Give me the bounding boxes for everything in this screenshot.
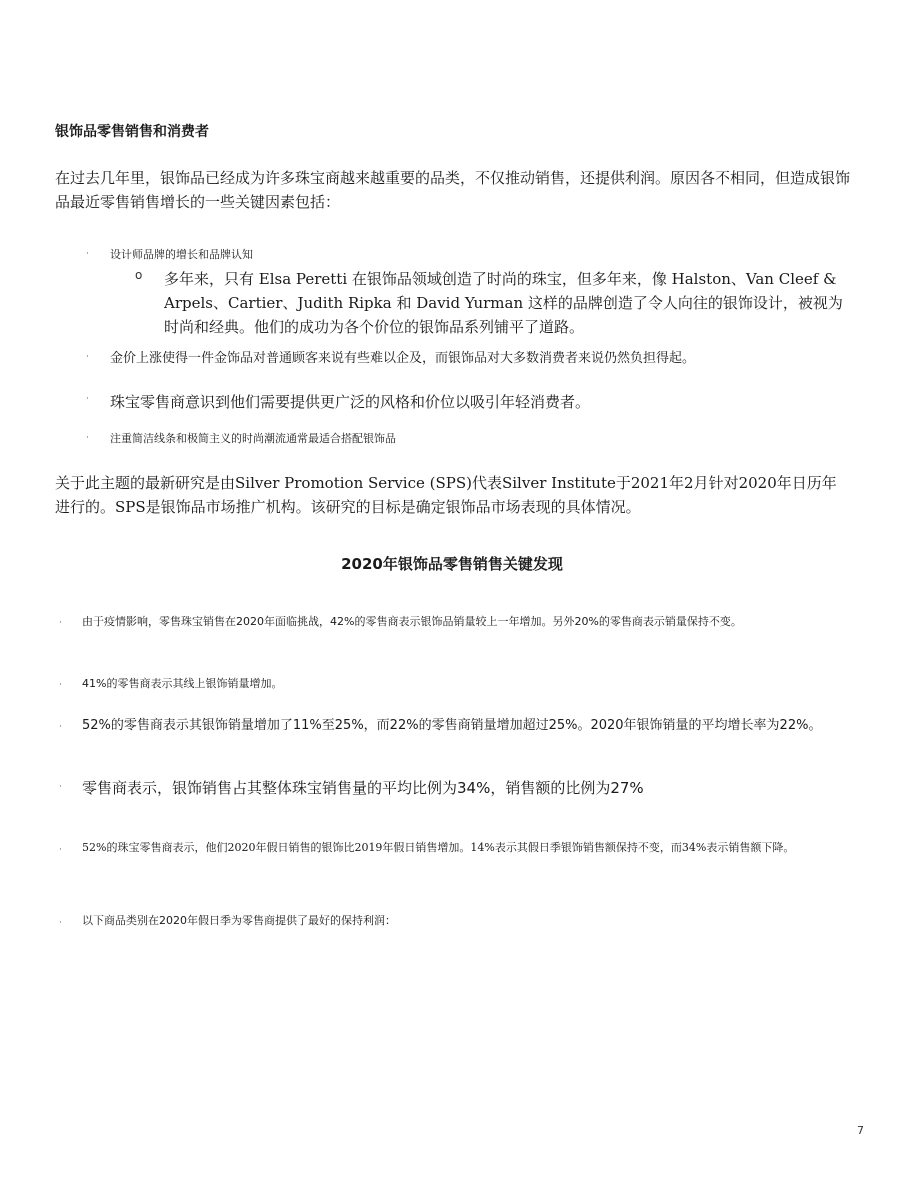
bullet-dot: · [86,352,89,362]
bullet-dot: · [86,394,89,404]
intro-paragraph: 在过去几年里，银饰品已经成为许多珠宝商越来越重要的品类，不仅推动销售，还提供利润。原因各不相同，但造成银饰品最近零售销售增长的一些关键因素包括： [55,169,851,211]
findings-title: 2020年银饰品零售销售关键发现 [341,555,563,573]
finding-item: 零售商表示，银饰销售占其整体珠宝销售量的平均比例为34%，销售额的比例为27% [82,779,644,797]
bullet-dot: · [59,680,62,690]
factor-item: 注重简洁线条和极简主义的时尚潮流通常最适合搭配银饰品 [110,432,396,445]
sub-bullet-dot: o [135,268,143,282]
finding-item: 41%的零售商表示其线上银饰销量增加。 [82,677,283,690]
factor-item: 金价上涨使得一件金饰品对普通顾客来说有些难以企及，而银饰品对大多数消费者来说仍然负担得起。 [110,351,696,366]
finding-item: 以下商品类别在2020年假日季为零售商提供了最好的保持利润： [82,914,396,927]
bullet-dot: · [59,722,62,732]
finding-item: 52%的零售商表示其银饰销量增加了11%至25%，而22%的零售商销量增加超过25%。2020年银饰销量的平均增长率为22%。 [82,718,822,733]
bullet-dot: · [59,618,62,628]
factor-item: 设计师品牌的增长和品牌认知 [110,248,253,261]
bullet-dot: · [59,918,62,928]
bullet-dot: · [86,249,89,259]
factor-item: 珠宝零售商意识到他们需要提供更广泛的风格和价位以吸引年轻消费者。 [110,393,591,411]
finding-item: 由于疫情影响，零售珠宝销售在2020年面临挑战，42%的零售商表示银饰品销量较上一年增加。另外20%的零售商表示销量保持不变。 [82,615,742,628]
factor-sub-item: 多年来，只有 Elsa Peretti 在银饰品领域创造了时尚的珠宝，但多年来，像 Halston、Van Cleef & Arpels、Cartier、Judith Ripka 和 David Yurman 这样的品牌创造了令人向往的银饰设计，被视为时尚和经典。他们的成功为各个价位的银饰品系列铺平了道路。 [164,270,843,336]
page-number: 7 [857,1124,864,1137]
research-paragraph: 关于此主题的最新研究是由Silver Promotion Service (SPS)代表Silver Institute于2021年2月针对2020年日历年进行的。SPS是银饰品市场推广机构。该研究的目标是确定银饰品市场表现的具体情况。 [55,474,837,516]
bullet-dot: · [86,433,89,443]
bullet-dot: · [59,782,62,792]
bullet-dot: · [59,845,62,855]
section-heading: 银饰品零售销售和消费者 [55,124,209,140]
finding-item: 52%的珠宝零售商表示，他们2020年假日销售的银饰比2019年假日销售增加。14%表示其假日季银饰销售额保持不变，而34%表示销售额下降。 [82,841,795,854]
